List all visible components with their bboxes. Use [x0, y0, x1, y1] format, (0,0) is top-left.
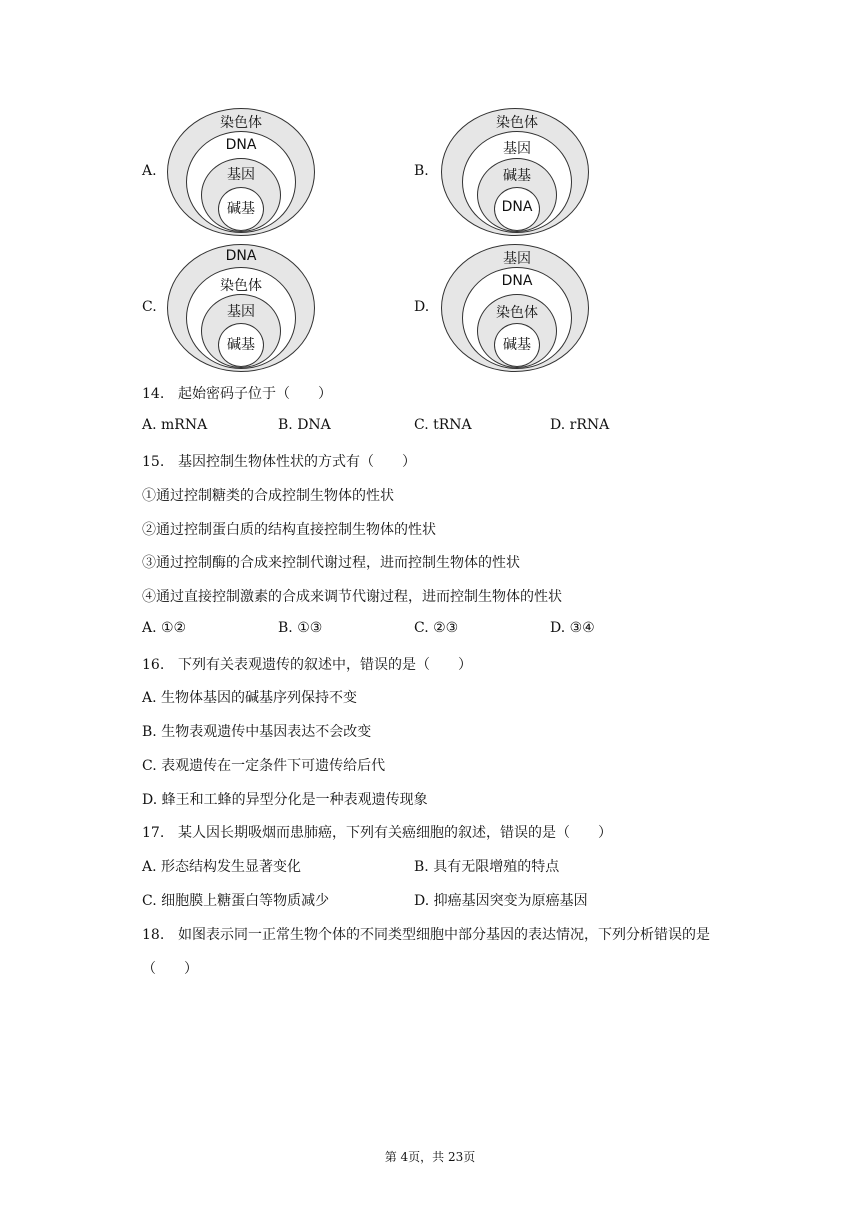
option-b: B. 生物表观遗传中基因表达不会改变	[142, 724, 372, 740]
layer-1-label: 染色体	[496, 115, 538, 131]
statement-4: ④通过直接控制激素的合成来调节代谢过程，进而控制生物体的性状	[142, 589, 562, 605]
diagram-b-letter: B.	[414, 163, 429, 179]
question-number: 15.	[142, 454, 165, 470]
question-stem: 下列有关表观遗传的叙述中，错误的是（ ）	[178, 657, 472, 673]
layer-1-label: 基因	[503, 251, 531, 267]
question-number: 16.	[142, 657, 165, 673]
option-d: D. rRNA	[550, 417, 610, 433]
layer-2-label: 染色体	[220, 278, 262, 294]
statement-2: ②通过控制蛋白质的结构直接控制生物体的性状	[142, 522, 436, 538]
question-16	[142, 654, 472, 674]
question-number: 14.	[142, 386, 165, 402]
diagram-d-letter: D.	[414, 299, 430, 315]
layer-4-label: DNA	[501, 199, 533, 215]
option-c: C. 细胞膜上糖蛋白等物质减少	[142, 893, 330, 909]
page-footer: 第 4页，共 23页	[384, 1150, 476, 1164]
question-stem: 基因控制生物体性状的方式有（ ）	[178, 454, 416, 470]
option-d: D. 蜂王和工蜂的异型分化是一种表观遗传现象	[142, 792, 428, 808]
layer-3-label: 碱基	[503, 168, 531, 184]
option-b: B. ①③	[278, 620, 323, 636]
option-b: B. 具有无限增殖的特点	[414, 859, 560, 875]
layer-1-label: DNA	[225, 248, 257, 264]
option-b: B. DNA	[278, 417, 331, 433]
layer-1-label: 染色体	[220, 115, 262, 131]
question-stem: 如图表示同一正常生物个体的不同类型细胞中部分基因的表达情况，下列分析错误的是	[178, 927, 710, 943]
layer-2-label: DNA	[501, 273, 533, 289]
layer-3-label: 染色体	[496, 305, 538, 321]
layer-2-label: DNA	[225, 137, 257, 153]
diagram-a-letter: A.	[142, 163, 157, 179]
question-number: 17.	[142, 825, 165, 841]
option-a: A. 形态结构发生显著变化	[142, 859, 302, 875]
option-a: A. ①②	[142, 620, 187, 636]
question-18-bracket: （ ）	[142, 961, 198, 977]
question-17	[142, 822, 612, 842]
layer-2-label: 基因	[503, 141, 531, 157]
option-d: D. 抑癌基因突变为原癌基因	[414, 893, 588, 909]
question-14	[142, 383, 332, 403]
layer-3-label: 基因	[227, 304, 255, 320]
layer-4-label: 碱基	[227, 337, 255, 353]
question-number: 18.	[142, 927, 165, 943]
option-a: A. mRNA	[142, 417, 208, 433]
layer-3-label: 基因	[227, 167, 255, 183]
option-d: D. ③④	[550, 620, 595, 636]
question-18	[142, 924, 710, 944]
diagram-c-letter: C.	[142, 299, 157, 315]
question-stem: 某人因长期吸烟而患肺癌，下列有关癌细胞的叙述，错误的是（ ）	[178, 825, 612, 841]
question-stem: 起始密码子位于（ ）	[178, 386, 332, 402]
statement-1: ①通过控制糖类的合成控制生物体的性状	[142, 488, 394, 504]
option-c: C. 表观遗传在一定条件下可遗传给后代	[142, 758, 386, 774]
layer-4-label: 碱基	[503, 337, 531, 353]
statement-3: ③通过控制酶的合成来控制代谢过程，进而控制生物体的性状	[142, 555, 520, 571]
option-a: A. 生物体基因的碱基序列保持不变	[142, 690, 358, 706]
option-c: C. ②③	[414, 620, 459, 636]
option-c: C. tRNA	[414, 417, 472, 433]
question-15	[142, 451, 416, 471]
layer-4-label: 碱基	[227, 201, 255, 217]
